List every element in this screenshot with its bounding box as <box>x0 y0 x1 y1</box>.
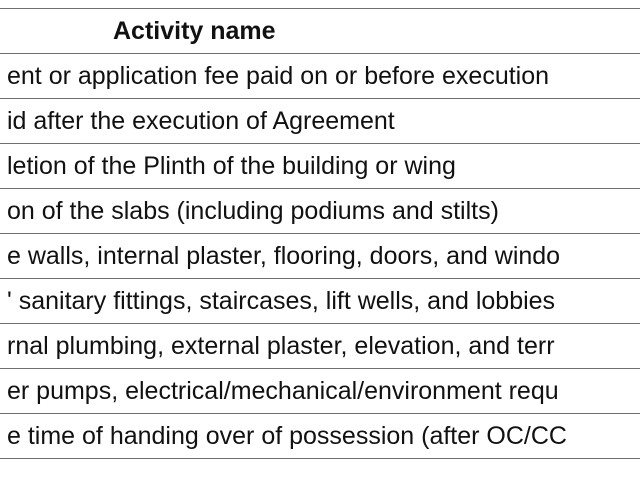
table-row <box>0 234 640 279</box>
activity-cell: ent or application fee paid on or before execution <box>0 54 640 99</box>
table-row <box>0 414 640 459</box>
table-row <box>0 99 640 144</box>
table-body <box>0 54 640 459</box>
activity-cell: id after the execution of Agreement <box>0 99 640 144</box>
activity-cell: rnal plumbing, external plaster, elevation, and terr <box>0 324 640 369</box>
activity-cell: on of the slabs (including podiums and stilts) <box>0 189 640 234</box>
activity-table-container <box>0 8 640 480</box>
activity-cell: ' sanitary fittings, staircases, lift wells, and lobbies <box>0 279 640 324</box>
activity-cell: letion of the Plinth of the building or wing <box>0 144 640 189</box>
activity-cell: er pumps, electrical/mechanical/environment requ <box>0 369 640 414</box>
table-row <box>0 279 640 324</box>
header-row <box>0 9 640 54</box>
activity-table <box>0 8 640 459</box>
activity-cell: e time of handing over of possession (after OC/CC <box>0 414 640 459</box>
activity-cell: e walls, internal plaster, flooring, doors, and windo <box>0 234 640 279</box>
table-row <box>0 324 640 369</box>
table-row <box>0 369 640 414</box>
table-row <box>0 54 640 99</box>
table-row <box>0 189 640 234</box>
column-header-activity-name: Activity name <box>0 9 640 54</box>
table-header <box>0 9 640 54</box>
table-row <box>0 144 640 189</box>
